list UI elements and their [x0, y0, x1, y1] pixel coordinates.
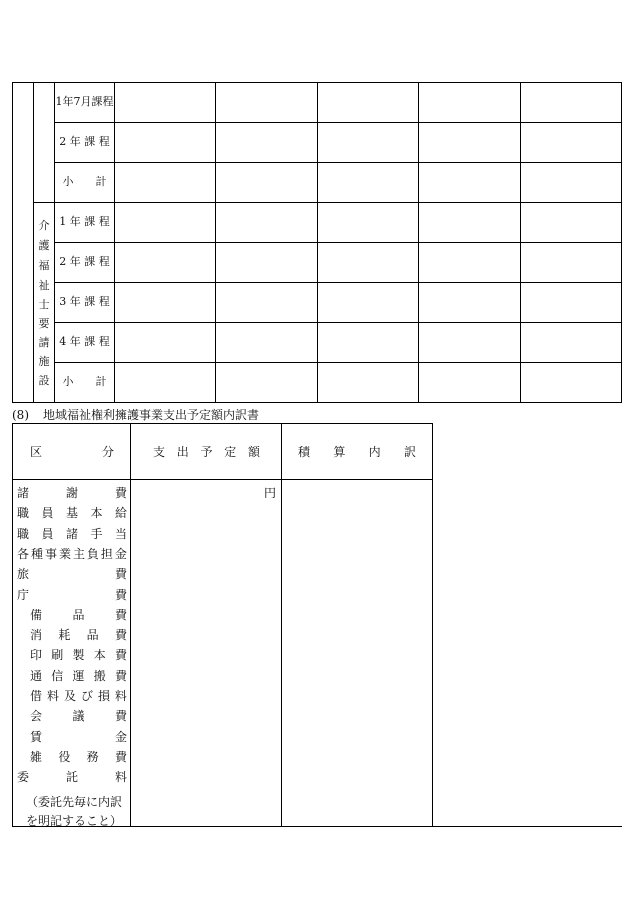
expense-item-char: 品	[72, 607, 85, 622]
header-amount	[153, 444, 260, 460]
expense-item-char: び	[80, 689, 93, 703]
expense-item-char: 各	[17, 546, 30, 561]
table-rule	[54, 122, 622, 123]
header-char: 訳	[403, 445, 416, 459]
expense-item-char: 員	[41, 526, 54, 541]
expense-item-char: 給	[114, 506, 127, 521]
expense-item-char: 員	[41, 506, 54, 521]
row-label: 1 年 課 程	[59, 215, 110, 228]
expense-item-char: 備	[30, 607, 43, 622]
expense-item-char: 手	[90, 526, 103, 541]
table-rule	[54, 242, 622, 243]
table-rule	[12, 82, 13, 403]
expense-item-char: 担	[100, 546, 113, 561]
expense-item-char: 賃	[30, 729, 43, 744]
expense-item-char: 当	[114, 526, 127, 541]
expense-item-char: 事	[44, 546, 57, 561]
table-rule	[54, 362, 622, 363]
row-label: 2 年 課 程	[59, 135, 110, 148]
table-rule	[33, 202, 622, 203]
header-char: 分	[101, 445, 114, 459]
header-char: 支	[153, 445, 166, 459]
table-rule	[54, 282, 622, 283]
expense-item-char: 本	[90, 506, 103, 521]
expense-item-char: 借	[30, 689, 43, 703]
group-label-char: 福	[38, 259, 50, 272]
group-label-char: 請	[38, 336, 50, 349]
expense-item-char: 庁	[17, 587, 30, 602]
expense-item-char: 諸	[17, 486, 30, 500]
expense-item	[30, 729, 127, 745]
expense-item	[17, 769, 127, 785]
section-number: (8)	[12, 408, 29, 422]
currency-unit: 円	[264, 486, 277, 500]
row-label: 4 年 課 程	[59, 335, 110, 348]
table-rule	[12, 423, 433, 424]
table-rule	[54, 82, 55, 403]
header-char: 積	[298, 445, 311, 459]
header-char: 区	[30, 445, 43, 459]
header-char: 予	[200, 445, 213, 459]
expense-item-char: 損	[97, 689, 110, 703]
expense-item-char: 職	[17, 526, 30, 541]
table-rule	[621, 82, 622, 403]
expense-item-char: 費	[114, 628, 127, 643]
row-label: 小 計	[62, 375, 107, 388]
expense-item	[17, 566, 127, 582]
expense-item	[17, 587, 127, 603]
note-line: を明記すること）	[26, 814, 123, 828]
expense-item-char: 謝	[65, 486, 78, 500]
table-rule	[215, 82, 216, 403]
expense-item-char: 運	[72, 668, 85, 683]
expense-item-char: 信	[51, 668, 64, 683]
group-label-char: 士	[38, 298, 50, 311]
expense-item	[30, 647, 127, 663]
group-label-char: 要	[38, 317, 50, 330]
expense-item-char: 業	[58, 546, 71, 561]
table-rule	[418, 82, 419, 403]
row-label: 2 年 課 程	[59, 255, 110, 268]
header-char: 額	[247, 445, 260, 459]
expense-item-char: 費	[114, 648, 127, 663]
table-rule	[281, 423, 282, 827]
expense-item-char: 諸	[65, 526, 78, 541]
expense-item-char: 役	[58, 749, 71, 764]
expense-item-char: 本	[93, 648, 106, 663]
table-rule	[432, 423, 433, 827]
expense-item-char: 金	[114, 546, 127, 561]
expense-item-char: 消	[30, 628, 43, 643]
expense-item	[17, 546, 127, 562]
expense-item-char: 雑	[30, 749, 43, 764]
note-line: （委託先毎に内訳	[26, 795, 123, 809]
expense-item-char: 耗	[58, 628, 71, 643]
row-label: 3 年 課 程	[59, 295, 110, 308]
expense-item-char: 製	[72, 648, 85, 663]
expense-item	[17, 505, 127, 521]
expense-item-char: 務	[86, 749, 99, 764]
expense-item-char: 費	[114, 486, 127, 500]
expense-item-char: 託	[65, 770, 78, 785]
expense-item-char: 搬	[93, 668, 106, 683]
table-rule	[114, 82, 115, 403]
expense-item-char: 負	[86, 546, 99, 561]
expense-item	[30, 627, 127, 643]
table-rule	[33, 82, 34, 403]
expense-item-char: 印	[30, 648, 43, 663]
expense-item-char: 委	[17, 770, 30, 785]
expense-item-char: 職	[17, 506, 30, 521]
section-heading	[12, 408, 259, 422]
expense-item-char: 旅	[17, 567, 30, 582]
expense-item-char: 通	[30, 668, 43, 683]
expense-item-char: 費	[114, 567, 127, 582]
expense-item-char: 会	[30, 709, 43, 724]
table-rule	[520, 82, 521, 403]
row-label: 1年7月課程	[55, 95, 114, 108]
header-char: 内	[368, 445, 381, 459]
expense-item-char: 種	[30, 546, 43, 561]
table-rule	[54, 322, 622, 323]
table-rule	[130, 423, 131, 827]
group-label-char: 介	[38, 219, 50, 232]
expense-item-char: 料	[114, 770, 127, 785]
expense-item-char: 費	[114, 749, 127, 764]
expense-item-char: 金	[114, 729, 127, 744]
expense-item	[30, 749, 127, 765]
expense-item-char: 料	[46, 689, 59, 703]
expense-item	[30, 607, 127, 623]
table-rule	[317, 82, 318, 403]
expense-item-char: 議	[72, 709, 85, 724]
header-char: 定	[224, 445, 237, 459]
expense-item	[30, 708, 127, 724]
table-rule	[12, 479, 433, 480]
table-rule	[54, 162, 622, 163]
expense-item-char: 費	[114, 668, 127, 683]
header-char: 出	[176, 445, 189, 459]
row-label: 小 計	[62, 175, 107, 188]
table-rule	[12, 423, 13, 827]
expense-item-char: 料	[114, 689, 127, 703]
header-char: 算	[333, 445, 346, 459]
expense-item-char: 主	[72, 546, 85, 561]
group-label-char: 設	[38, 374, 50, 387]
group-label-char: 護	[38, 239, 50, 252]
section-title: 地域福祉権利擁護事業支出予定額内訳書	[43, 408, 260, 422]
expense-item-char: 及	[63, 689, 76, 703]
header-category	[30, 444, 114, 460]
expense-item	[17, 526, 127, 542]
expense-item-char: 基	[65, 506, 78, 521]
expense-item-char: 刷	[51, 648, 64, 663]
expense-item	[17, 485, 127, 501]
expense-item-char: 費	[114, 587, 127, 602]
expense-item-char: 費	[114, 709, 127, 724]
group-label-char: 施	[38, 355, 50, 368]
expense-item-char: 品	[86, 628, 99, 643]
expense-item-char: 費	[114, 607, 127, 622]
header-breakdown	[298, 444, 416, 460]
expense-item	[30, 668, 127, 684]
group-label-char: 祉	[38, 279, 50, 292]
expense-item	[30, 688, 127, 704]
